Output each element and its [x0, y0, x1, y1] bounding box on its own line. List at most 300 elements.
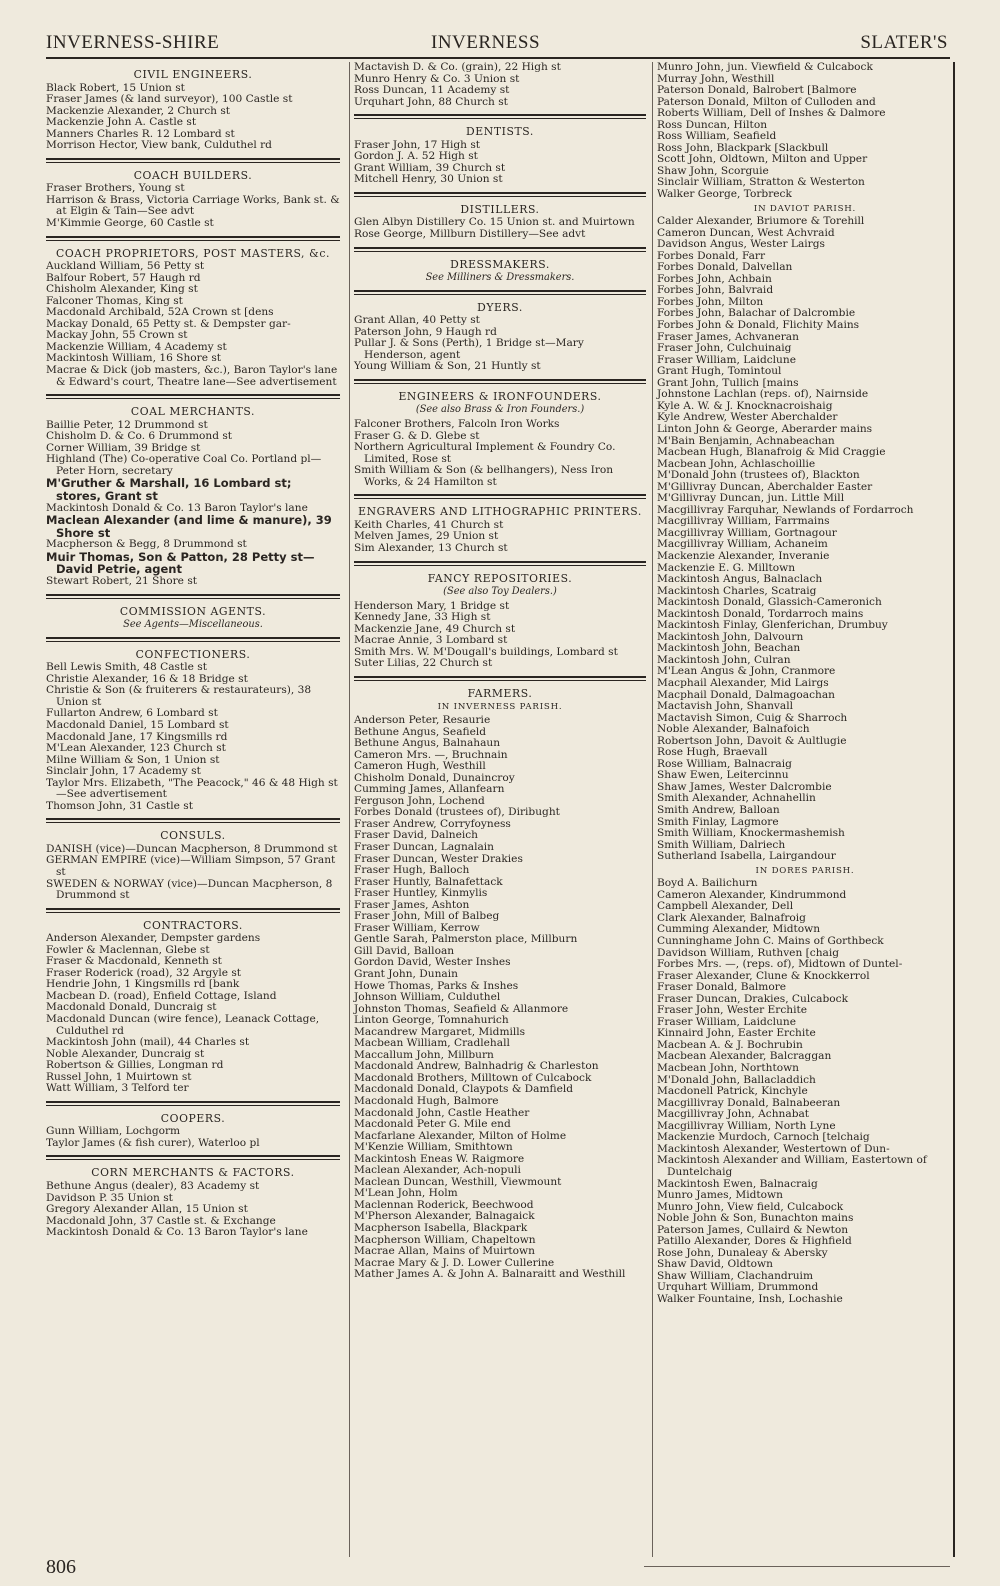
section-cross-reference: (See also Brass & Iron Founders.)	[415, 404, 585, 416]
directory-entry: Rose John, Dunaleay & Abersky	[657, 1246, 828, 1259]
directory-entry: Macrae & Dick (job masters, &c.), Baron Taylor's lane & Edward's court, Theatre lane—See advertisement	[46, 364, 338, 388]
directory-entry: Paterson James, Cullaird & Newton	[657, 1223, 849, 1236]
directory-entry: Fraser G. & D. Glebe st	[354, 429, 480, 442]
directory-entry: Forbes John & Donald, Flichity Mains	[657, 319, 860, 332]
directory-entry: Rose Hugh, Braevall	[657, 746, 768, 759]
directory-entry: Mackintosh Donald, Tordarroch mains	[657, 607, 864, 620]
column-2	[349, 62, 646, 1557]
directory-entry: Mackintosh Donald, Glassich-Cameronich	[657, 596, 882, 609]
directory-entry: Davidson William, Ruthven [chaig	[657, 946, 840, 959]
directory-entry: Pullar J. & Sons (Perth), 1 Bridge st—Mary Henderson, agent	[354, 337, 584, 361]
directory-entry: Cameron Duncan, West Achvraid	[657, 226, 835, 239]
directory-entry: Cunninghame John C. Mains of Gorthbeck	[657, 935, 884, 948]
directory-entry: Fraser Duncan, Drakies, Culcabock	[657, 992, 849, 1005]
directory-entry: Noble Alexander, Balnafoich	[657, 723, 810, 736]
directory-section	[354, 192, 646, 241]
directory-section	[354, 676, 646, 1281]
directory-entry: Roberts William, Dell of Inshes & Dalmore	[657, 107, 886, 120]
directory-entry: Macfarlane Alexander, Milton of Holme	[354, 1129, 567, 1142]
section-divider	[46, 236, 340, 241]
section-heading: COMMISSION AGENTS.	[119, 604, 267, 618]
directory-entry: Mackintosh William, 16 Shore st	[46, 352, 222, 365]
directory-entry: Anderson Alexander, Dempster gardens	[46, 932, 261, 945]
directory-entry: Mackay Donald, 65 Petty st. & Dempster gar-	[46, 317, 291, 330]
directory-section	[657, 866, 953, 1306]
section-cross-reference: See Agents—Miscellaneous.	[123, 619, 263, 631]
parish-heading: IN DORES PARISH.	[755, 865, 855, 876]
directory-entry: Maclean Alexander (and lime & manure), 39 Shore st	[46, 513, 332, 540]
directory-entry: Henderson Mary, 1 Bridge st	[354, 599, 510, 612]
directory-entry: Forbes Donald, Farr	[657, 249, 766, 262]
directory-entry: Fraser Andrew, Corryfoyness	[354, 817, 511, 830]
directory-entry: Fraser William, Kerrow	[354, 921, 480, 934]
directory-entry: Ross Duncan, Hilton	[657, 118, 768, 131]
directory-entry: Thomson John, 31 Castle st	[46, 799, 194, 812]
directory-entry: Shaw William, Clachandruim	[657, 1269, 813, 1282]
header-rule	[46, 57, 950, 59]
directory-entry: Suter Lilias, 22 Church st	[354, 657, 493, 670]
directory-section	[354, 494, 646, 554]
directory-entry: Smith Finlay, Lagmore	[657, 815, 779, 828]
directory-entry: Patillo Alexander, Dores & Highfield	[657, 1235, 852, 1248]
directory-entry: Gill David, Balloan	[354, 944, 455, 957]
directory-entry: Macdonald Donald, Claypots & Damfield	[354, 1083, 574, 1096]
directory-entry: Paterson John, 9 Haugh rd	[354, 325, 497, 338]
directory-entry: M'Lean Alexander, 123 Church st	[46, 742, 226, 755]
directory-section	[354, 62, 646, 108]
directory-entry: Munro Henry & Co. 3 Union st	[354, 72, 520, 85]
directory-entry: Macpherson Isabella, Blackpark	[354, 1222, 528, 1235]
directory-entry: Fullarton Andrew, 6 Lombard st	[46, 707, 218, 720]
directory-entry: Macbean A. & J. Bochrubin	[657, 1038, 803, 1051]
directory-entry: Macbean Alexander, Balcraggan	[657, 1050, 832, 1063]
directory-section	[354, 290, 646, 373]
directory-entry: Fraser William, Laidclune	[657, 1015, 796, 1028]
directory-entry: Smith William & Son (& bellhangers), Ness Iron Works, & 24 Hamilton st	[354, 464, 614, 488]
directory-entry: Macdonald John, Castle Heather	[354, 1106, 530, 1119]
directory-entry: Fraser Duncan, Wester Drakies	[354, 852, 523, 865]
directory-entry: Macdonald Archibald, 52A Crown st [dens	[46, 306, 274, 319]
directory-entry: Calder Alexander, Briumore & Torehill	[657, 215, 865, 228]
directory-entry: Fraser William, Laidclune	[657, 353, 796, 366]
directory-entry: Mackay John, 55 Crown st	[46, 329, 188, 342]
section-divider	[354, 114, 646, 119]
section-divider	[46, 637, 340, 642]
column-3	[652, 62, 955, 1557]
directory-entry: Macdonald Andrew, Balnhadrig & Charleston	[354, 1060, 599, 1073]
directory-section	[46, 818, 340, 901]
header-town: INVERNESS	[431, 32, 541, 53]
section-heading: COACH PROPRIETORS, POST MASTERS, &c.	[55, 246, 331, 260]
directory-entry: Mackenzie Alexander, 2 Church st	[46, 104, 231, 117]
directory-entry: Hendrie John, 1 Kingsmills rd [bank	[46, 978, 240, 991]
directory-entry: Bethune Angus (dealer), 83 Academy st	[46, 1180, 260, 1193]
directory-entry: Macbean John, Northtown	[657, 1062, 799, 1075]
directory-entry: Mactavish Simon, Cuig & Sharroch	[657, 711, 848, 724]
section-heading: DENTISTS.	[466, 125, 534, 139]
directory-entry: Corner William, 39 Bridge st	[46, 441, 201, 454]
directory-entry: Macdonald Brothers, Milltown of Culcabock	[354, 1071, 592, 1084]
section-divider	[46, 1155, 340, 1160]
directory-entry: Bethune Angus, Balnahaun	[354, 737, 501, 750]
directory-entry: Shaw James, Wester Dalcrombie	[657, 780, 832, 793]
directory-entry: Fraser & Macdonald, Kenneth st	[46, 955, 222, 968]
section-heading: DISTILLERS.	[460, 202, 540, 216]
section-divider	[354, 192, 646, 197]
directory-entry: Cameron Hugh, Westhill	[354, 760, 486, 773]
directory-entry: Sinclair John, 17 Academy st	[46, 765, 201, 778]
directory-entry: Mackintosh Donald & Co. 13 Baron Taylor's lane	[46, 1226, 308, 1239]
directory-entry: Macdonald Hugh, Balmore	[354, 1095, 499, 1108]
directory-entry: Mackintosh Alexander, Westertown of Dun-	[657, 1142, 890, 1155]
section-divider	[46, 594, 340, 599]
directory-entry: Fraser Alexander, Clune & Knockkerrol	[657, 969, 870, 982]
section-heading: FARMERS.	[467, 686, 533, 700]
directory-entry: Macdonald Duncan (wire fence), Leanack Cottage, Culduthel rd	[46, 1013, 320, 1037]
directory-entry: Mackenzie Alexander, Inveranie	[657, 549, 830, 562]
directory-entry: GERMAN EMPIRE (vice)—William Simpson, 57 Grant st	[46, 854, 336, 878]
section-heading: CIVIL ENGINEERS.	[133, 68, 253, 81]
directory-entry: Christie Alexander, 16 & 18 Bridge st	[46, 672, 248, 685]
directory-entry: Morrison Hector, View bank, Culduthel rd	[46, 139, 272, 152]
directory-entry: M'Pherson Alexander, Balnagaick	[354, 1210, 535, 1223]
directory-entry: Macgillivray William, Farrmains	[657, 515, 830, 528]
directory-section	[46, 637, 340, 813]
section-heading: CORN MERCHANTS & FACTORS.	[91, 1166, 295, 1180]
directory-entry: Macandrew Margaret, Midmills	[354, 1025, 526, 1038]
section-heading: COAL MERCHANTS.	[130, 405, 256, 419]
section-heading: CONTRACTORS.	[143, 918, 243, 932]
directory-entry: Macgillivray William, Gortnagour	[657, 526, 837, 539]
directory-entry: Ross Duncan, 11 Academy st	[354, 84, 510, 97]
directory-entry: Chisholm Donald, Dunaincroy	[354, 771, 515, 784]
directory-entry: Macdonell Patrick, Kinchyle	[657, 1085, 808, 1098]
directory-entry: M'Donald John (trustees of), Blackton	[657, 469, 860, 482]
directory-entry: SWEDEN & NORWAY (vice)—Duncan Macpherson, 8 Drummond st	[46, 877, 333, 902]
directory-entry: Chisholm D. & Co. 6 Drummond st	[46, 430, 233, 443]
section-cross-reference: (See also Toy Dealers.)	[443, 586, 557, 598]
directory-entry: Fraser John, Mill of Balbeg	[354, 910, 500, 923]
section-heading: ENGRAVERS AND LITHOGRAPHIC PRINTERS.	[358, 505, 642, 519]
directory-entry: Scott John, Oldtown, Milton and Upper	[657, 153, 868, 166]
directory-entry: Northern Agricultural Implement & Foundry Co. Limited, Rose st	[354, 441, 616, 465]
directory-entry: Sinclair William, Stratton & Westerton	[657, 176, 865, 189]
directory-entry: Watt William, 3 Telford ter	[46, 1082, 189, 1095]
section-divider	[46, 818, 340, 823]
directory-entry: Munro John, jun. Viewfield & Culcabock	[657, 62, 873, 73]
directory-entry: M'Gruther & Marshall, 16 Lombard st; stores, Grant st	[46, 476, 292, 503]
directory-entry: M'Bain Benjamin, Achnabeachan	[657, 434, 835, 447]
directory-entry: Murray John, Westhill	[657, 72, 775, 85]
section-heading: COOPERS.	[160, 1111, 226, 1125]
directory-entry: Linton John & George, Aberarder mains	[657, 422, 873, 435]
directory-entry: Robertson John, Davoit & Aultlugie	[657, 734, 847, 747]
directory-entry: Macgillivray William, Achaneim	[657, 538, 828, 551]
directory-section	[46, 1101, 340, 1150]
directory-entry: Fraser Hugh, Balloch	[354, 864, 470, 877]
directory-entry: Ross John, Blackpark [Slackbull	[657, 141, 829, 154]
directory-entry: Mackenzie William, 4 Academy st	[46, 340, 227, 353]
directory-entry: Macbean John, Achlaschoillie	[657, 457, 816, 470]
directory-entry: Clark Alexander, Balnafroig	[657, 911, 806, 924]
directory-section	[657, 62, 953, 201]
directory-entry: Davidson Angus, Wester Lairgs	[657, 238, 825, 251]
directory-entry: Walker George, Torbreck	[657, 188, 792, 201]
directory-section	[354, 379, 646, 488]
directory-entry: Howe Thomas, Parks & Inshes	[354, 979, 519, 992]
directory-entry: Fraser Huntley, Kinmylis	[354, 887, 488, 900]
page-number: 806	[46, 1556, 76, 1578]
directory-entry: Mackintosh Angus, Balnaclach	[657, 573, 823, 586]
directory-entry: Walker Fountaine, Insh, Lochashie	[657, 1292, 843, 1305]
directory-entry: Gentle Sarah, Palmerston place, Millburn	[354, 933, 578, 946]
directory-entry: M'Lean Angus & John, Cranmore	[657, 665, 836, 678]
directory-entry: Fraser Roderick (road), 32 Argyle st	[46, 966, 242, 979]
directory-entry: Mactavish D. & Co. (grain), 22 High st	[354, 62, 561, 73]
directory-entry: Keith Charles, 41 Church st	[354, 518, 504, 531]
directory-entry: Mackintosh Ewen, Balnacraig	[657, 1177, 818, 1190]
directory-entry: Stewart Robert, 21 Shore st	[46, 575, 198, 588]
directory-entry: Mackintosh Finlay, Glenferichan, Drumbuy	[657, 619, 888, 632]
directory-entry: Noble Alexander, Duncraig st	[46, 1047, 205, 1060]
directory-entry: Fraser James, Ashton	[354, 898, 470, 911]
directory-entry: Forbes Mrs. —, (reps. of), Midtown of Duntel-	[657, 958, 903, 971]
section-divider	[354, 290, 646, 295]
directory-entry: Christie & Son (& fruiterers & restaurateurs), 38 Union st	[46, 684, 312, 708]
directory-entry: Cameron Alexander, Kindrummond	[657, 888, 847, 901]
directory-entry: Grant William, 39 Church st	[354, 161, 506, 174]
parish-heading: IN DAVIOT PARISH.	[753, 203, 857, 214]
header-county: INVERNESS-SHIRE	[46, 32, 220, 53]
bottom-rule	[644, 1566, 950, 1567]
directory-entry: Sim Alexander, 13 Church st	[354, 541, 508, 554]
directory-entry: Russel John, 1 Muirtown st	[46, 1070, 192, 1083]
section-divider	[354, 379, 646, 384]
directory-entry: M'Kenzie William, Smithtown	[354, 1141, 513, 1154]
directory-entry: Johnston Thomas, Seafield & Allanmore	[354, 1002, 569, 1015]
directory-entry: Munro James, Midtown	[657, 1189, 783, 1202]
directory-entry: Gordon David, Wester Inshes	[354, 956, 511, 969]
directory-entry: DANISH (vice)—Duncan Macpherson, 8 Drummond st	[46, 842, 338, 855]
section-divider	[354, 494, 646, 499]
directory-entry: Gunn William, Lochgorm	[46, 1125, 181, 1138]
directory-entry: Grant Allan, 40 Petty st	[354, 314, 480, 327]
directory-entry: Fraser James, Achvaneran	[657, 330, 799, 343]
directory-entry: Falconer Thomas, King st	[46, 294, 183, 307]
directory-entry: M'Donald John, Ballacladdich	[657, 1073, 816, 1086]
section-divider	[46, 394, 340, 399]
directory-entry: Campbell Alexander, Dell	[657, 900, 794, 913]
directory-entry: Fraser Duncan, Lagnalain	[354, 840, 494, 853]
directory-entry: Smith Alexander, Achnahellin	[657, 792, 816, 805]
directory-entry: Mackintosh John, Beachan	[657, 642, 801, 655]
directory-entry: Macphail Alexander, Mid Lairgs	[657, 676, 829, 689]
directory-entry: Boyd A. Bailichurn	[657, 877, 758, 890]
directory-entry: Macgillivray Donald, Balnabeeran	[657, 1096, 841, 1109]
directory-entry: Kyle A. W. & J. Knocknacroishaig	[657, 399, 833, 412]
directory-entry: Maccallum John, Millburn	[354, 1048, 494, 1061]
directory-entry: Auckland William, 56 Petty st	[46, 260, 205, 273]
directory-entry: Cumming Alexander, Midtown	[657, 923, 821, 936]
directory-entry: Macdonald Daniel, 15 Lombard st	[46, 718, 229, 731]
directory-entry: M'Kimmie George, 60 Castle st	[46, 217, 214, 230]
section-divider	[354, 247, 646, 252]
directory-section	[46, 1155, 340, 1238]
directory-entry: Macdonald Donald, Duncraig st	[46, 1001, 217, 1014]
directory-entry: Black Robert, 15 Union st	[46, 81, 185, 94]
directory-entry: Anderson Peter, Resaurie	[354, 713, 491, 726]
directory-section	[46, 908, 340, 1095]
directory-entry: Macbean D. (road), Enfield Cottage, Island	[46, 989, 277, 1002]
directory-entry: Mather James A. & John A. Balnaraitt and Westhill	[354, 1268, 626, 1281]
directory-entry: Maclean Duncan, Westhill, Viewmount	[354, 1175, 562, 1188]
directory-entry: Mackintosh Donald & Co. 13 Baron Taylor's lane	[46, 501, 308, 514]
directory-section	[46, 236, 340, 389]
directory-entry: Rose George, Millburn Distillery—See advt	[354, 228, 586, 241]
directory-entry: Mackintosh John (mail), 44 Charles st	[46, 1036, 250, 1049]
directory-entry: Johnstone Lachlan (reps. of), Nairnside	[657, 388, 869, 401]
directory-entry: Sutherland Isabella, Lairgandour	[657, 850, 836, 863]
directory-entry: Paterson Donald, Balrobert [Balmore	[657, 84, 857, 97]
directory-entry: Melven James, 29 Union st	[354, 530, 499, 543]
section-divider	[46, 158, 340, 163]
directory-entry: Bell Lewis Smith, 48 Castle st	[46, 661, 207, 674]
directory-section	[354, 247, 646, 284]
directory-entry: Shaw John, Scorguie	[657, 164, 769, 177]
directory-entry: Gordon J. A. 52 High st	[354, 150, 478, 163]
section-heading: FANCY REPOSITORIES.	[427, 571, 573, 585]
directory-entry: Fraser James (& land surveyor), 100 Castle st	[46, 93, 293, 106]
directory-entry: Ferguson John, Lochend	[354, 794, 485, 807]
directory-section	[354, 561, 646, 670]
directory-entry: Mackintosh John, Culran	[657, 653, 791, 666]
directory-entry: Smith William, Dalriech	[657, 838, 786, 851]
directory-entry: Fraser David, Dalneich	[354, 829, 479, 842]
directory-entry: Macphail Donald, Dalmagoachan	[657, 688, 836, 701]
directory-entry: Macrae Mary & J. D. Lower Cullerine	[354, 1256, 555, 1269]
directory-entry: Macpherson William, Chapeltown	[354, 1233, 536, 1246]
directory-entry: Macdonald Peter G. Mile end	[354, 1118, 511, 1131]
directory-entry: Fraser John, 17 High st	[354, 138, 481, 151]
section-divider	[354, 676, 646, 681]
directory-entry: Mackintosh Eneas W. Raigmore	[354, 1152, 525, 1165]
directory-entry: Macgillivray Farquhar, Newlands of Fordarroch	[657, 503, 914, 516]
directory-entry: Paterson Donald, Milton of Culloden and	[657, 95, 876, 108]
directory-entry: M'Lean John, Holm	[354, 1187, 458, 1200]
section-heading: ENGINEERS & IRONFOUNDERS.	[398, 389, 602, 403]
directory-entry: Manners Charles R. 12 Lombard st	[46, 127, 235, 140]
directory-entry: Maclennan Roderick, Beechwood	[354, 1198, 534, 1211]
directory-entry: Fraser Brothers, Young st	[46, 182, 185, 195]
section-divider	[46, 908, 340, 913]
directory-entry: Taylor Mrs. Elizabeth, "The Peacock," 46 & 48 High st—See advertisement	[46, 776, 338, 801]
directory-entry: Kyle Andrew, Wester Aberchalder	[657, 411, 838, 424]
directory-entry: Milne William & Son, 1 Union st	[46, 753, 220, 766]
section-heading: DRESSMAKERS.	[450, 257, 550, 271]
section-divider	[354, 561, 646, 566]
header-publisher: SLATER'S	[860, 32, 948, 53]
directory-entry: Bethune Angus, Seafield	[354, 725, 487, 738]
directory-entry: Cameron Mrs. —, Bruchnain	[354, 748, 508, 761]
section-heading: CONSULS.	[160, 829, 226, 843]
directory-entry: Shaw Ewen, Leitercinnu	[657, 769, 789, 782]
directory-entry: Mactavish John, Shanvall	[657, 700, 793, 713]
directory-section	[657, 204, 953, 863]
directory-entry: M'Gillivray Duncan, Aberchalder Easter	[657, 480, 873, 493]
directory-entry: Macgillivray William, North Lyne	[657, 1119, 836, 1132]
directory-entry: Mackenzie E. G. Milltown	[657, 561, 796, 574]
directory-entry: Macgillivray John, Achnabat	[657, 1108, 810, 1121]
directory-entry: Robertson & Gillies, Longman rd	[46, 1059, 224, 1072]
directory-entry: Grant Hugh, Tomintoul	[657, 365, 782, 378]
directory-entry: Shaw David, Oldtown	[657, 1258, 773, 1271]
directory-entry: Linton George, Tomnahurich	[354, 1014, 509, 1027]
directory-entry: Mackintosh Charles, Scatraig	[657, 584, 817, 597]
directory-entry: Macdonald Jane, 17 Kingsmills rd	[46, 730, 228, 743]
directory-entry: Noble John & Son, Bunachton mains	[657, 1212, 854, 1225]
directory-entry: Macbean William, Cradlehall	[354, 1037, 510, 1050]
directory-section	[46, 69, 340, 152]
directory-entry: Rose William, Balnacraig	[657, 757, 792, 770]
directory-entry: Fraser John, Culchuinaig	[657, 342, 792, 355]
directory-entry: Taylor James (& fish curer), Waterloo pl	[46, 1136, 260, 1149]
directory-entry: M'Gillivray Duncan, jun. Little Mill	[657, 492, 845, 505]
directory-entry: Ross William, Seafield	[657, 130, 777, 143]
directory-entry: Gregory Alexander Allan, 15 Union st	[46, 1203, 248, 1216]
directory-entry: Fraser Huntly, Balnafettack	[354, 875, 503, 888]
directory-entry: Maclean Alexander, Ach-nopuli	[354, 1164, 521, 1177]
directory-entry: Mackintosh John, Dalvourn	[657, 630, 804, 643]
directory-entry: Smith Mrs. W. M'Dougall's buildings, Lombard st	[354, 645, 618, 658]
section-cross-reference: See Milliners & Dressmakers.	[425, 272, 575, 284]
directory-section	[46, 158, 340, 230]
directory-entry: Mitchell Henry, 30 Union st	[354, 173, 503, 186]
section-divider	[46, 1101, 340, 1106]
directory-entry: Baillie Peter, 12 Drummond st	[46, 418, 208, 431]
directory-entry: Forbes Donald (trustees of), Diribught	[354, 806, 560, 819]
directory-entry: Highland (The) Co-operative Coal Co. Portland pl—Peter Horn, secretary	[46, 453, 322, 477]
directory-entry: Macdonald John, 37 Castle st. & Exchange	[46, 1214, 276, 1227]
directory-entry: Falconer Brothers, Falcoln Iron Works	[354, 418, 560, 431]
directory-entry: Forbes John, Milton	[657, 295, 764, 308]
directory-entry: Macrae Allan, Mains of Muirtown	[354, 1245, 535, 1258]
directory-entry: Munro John, View field, Culcabock	[657, 1200, 844, 1213]
parish-heading: IN INVERNESS PARISH.	[437, 702, 563, 713]
directory-entry: Mackenzie Jane, 49 Church st	[354, 622, 516, 635]
directory-entry: Mackintosh Alexander and William, Eastertown of Duntelchaig	[657, 1154, 927, 1178]
directory-entry: Forbes John, Achbain	[657, 272, 772, 285]
section-heading: COACH BUILDERS.	[133, 168, 253, 182]
directory-entry: Macrae Annie, 3 Lombard st	[354, 634, 508, 647]
directory-section	[354, 114, 646, 186]
directory-entry: Urquhart John, 88 Church st	[354, 95, 508, 108]
directory-entry: Mackenzie John A. Castle st	[46, 116, 197, 129]
directory-entry: Grant John, Tullich [mains	[657, 376, 799, 389]
directory-entry: Glen Albyn Distillery Co. 15 Union st. and Muirtown	[354, 216, 635, 229]
directory-entry: Smith William, Knockermashemish	[657, 827, 845, 840]
section-heading: CONFECTIONERS.	[135, 647, 251, 661]
directory-entry: Kinnaird John, Easter Erchite	[657, 1027, 816, 1040]
column-1	[46, 62, 340, 1557]
directory-entry: Smith Andrew, Balloan	[657, 804, 780, 816]
directory-entry: Johnson William, Culduthel	[354, 991, 501, 1004]
page-header	[46, 32, 948, 56]
directory-section	[46, 394, 340, 587]
directory-entry: Chisholm Alexander, King st	[46, 283, 198, 296]
directory-entry: Grant John, Dunain	[354, 968, 458, 980]
directory-entry: Forbes John, Balachar of Dalcrombie	[657, 307, 856, 320]
directory-entry: Harrison & Brass, Victoria Carriage Works, Bank st. & at Elgin & Tain—See advt	[46, 193, 340, 218]
